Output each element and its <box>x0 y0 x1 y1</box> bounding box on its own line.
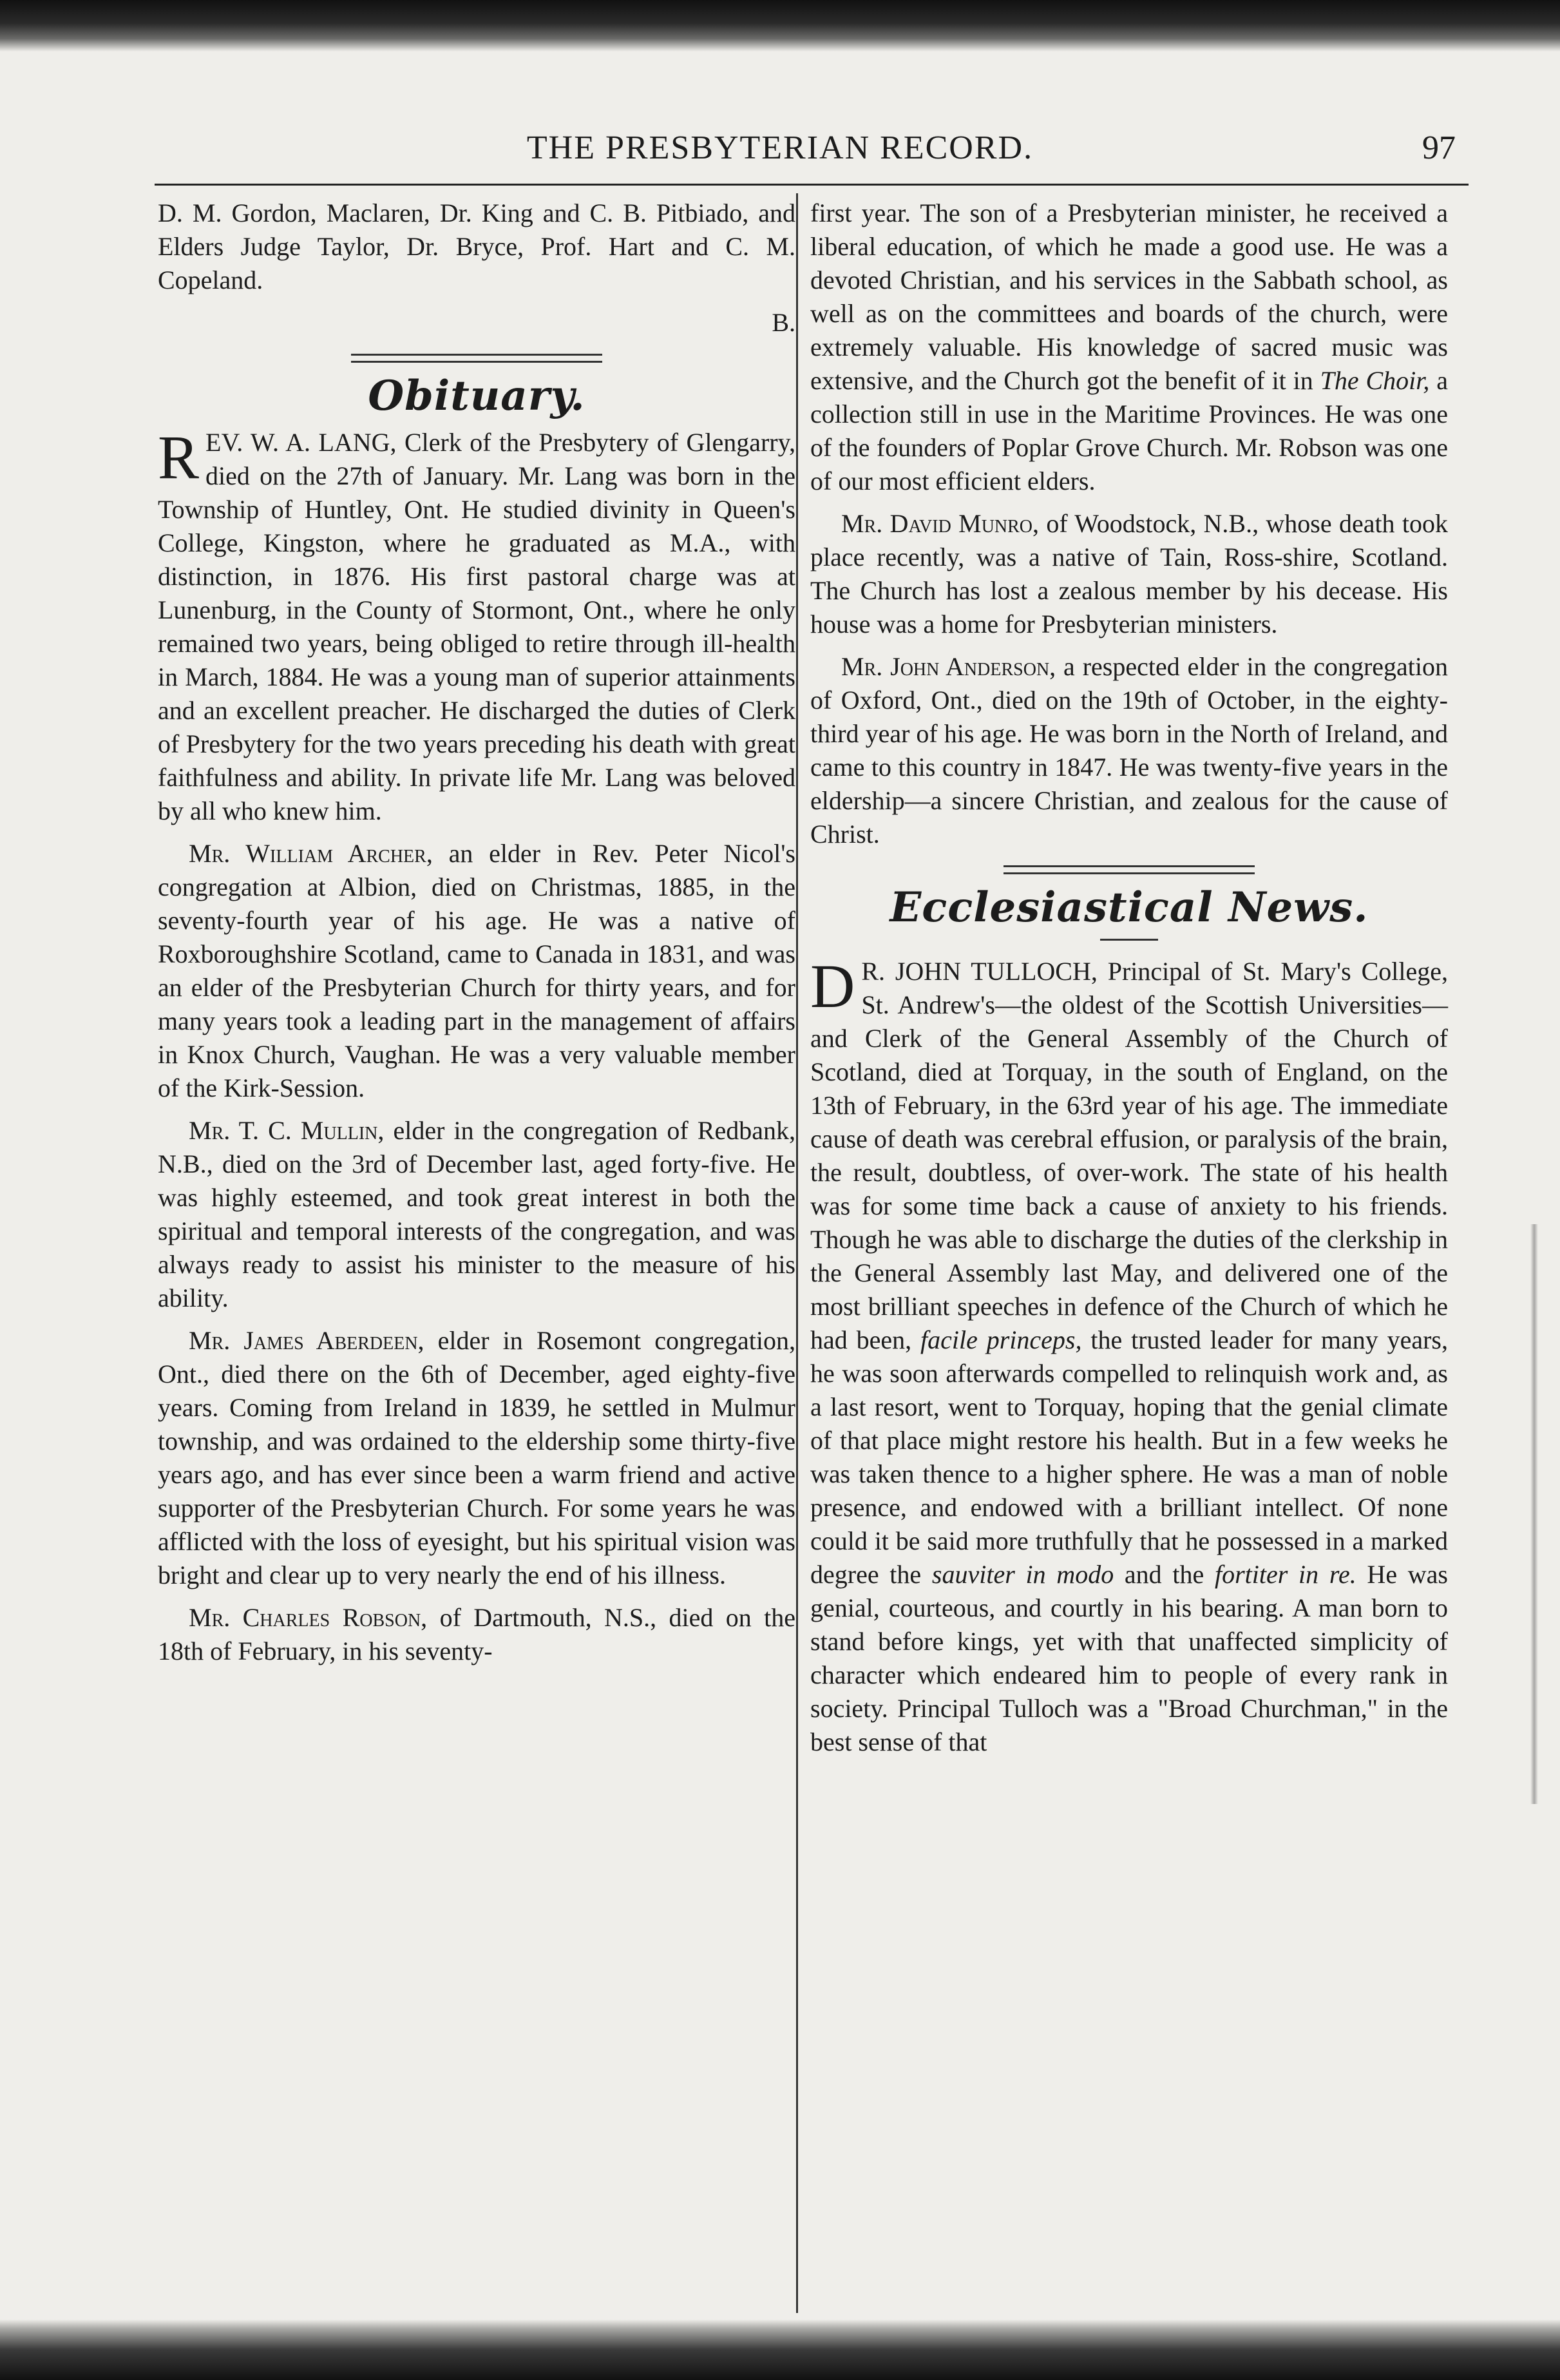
dropcap-d: D <box>810 952 855 1021</box>
intro-initials: B. <box>772 308 795 337</box>
scan-right-edge-mark <box>1530 1224 1538 1804</box>
anderson-text: a respected elder in the congregation of Oxford, Ont., died on the 19th of October, in the eighty-third year of his age. He was born in the North of Ireland, and came to this country in 1847. He was twenty-five years in the eldership—a sincere Christian, and zealous for the cause of Christ. <box>810 652 1449 849</box>
obituary-aberdeen <box>158 1324 795 1592</box>
obituary-munro <box>810 507 1448 641</box>
scan-top-edge <box>0 0 1560 52</box>
aberdeen-name: Mr. James Aberdeen, <box>189 1326 424 1355</box>
tulloch-text-2: the trusted leader for many years, he was soon afterwards compelled to relinquish work and, as a last resort, went to Torquay, hoping that the genial climate of that place might restore his health. But in a few weeks he was taken thence to a higher sphere. He was a man of noble presence, and endowed with a brilliant intellect. Of none could it be said more truthfully that he possessed in a marked degree the <box>810 1325 1448 1589</box>
tulloch-name: R. JOHN TULLOCH, <box>861 957 1098 986</box>
news-rule <box>1004 865 1255 874</box>
section-rule <box>351 354 602 363</box>
mullin-name: Mr. T. C. Mullin, <box>189 1116 385 1145</box>
dropcap-r: R <box>158 423 200 492</box>
obituary-robson <box>158 1601 795 1668</box>
news-tulloch <box>810 952 1449 1759</box>
munro-text: of Woodstock, N.B., whose death took place recently, was a native of Tain, Ross-shire, Scotland. The Church has lost a zealous member by his decease. His house was a home for Presbyterian ministers. <box>810 509 1448 638</box>
obituary-lang <box>158 423 796 828</box>
robson-name: Mr. Charles Robson, <box>189 1603 428 1632</box>
obituary-mullin <box>158 1114 795 1315</box>
facile-princeps: facile princeps, <box>920 1325 1082 1354</box>
scan-bottom-edge <box>0 2319 1560 2380</box>
obituary-archer <box>158 837 795 1105</box>
lang-name: EV. W. A. LANG, <box>205 428 397 457</box>
archer-name: Mr. William Archer, <box>189 839 433 868</box>
robson-cont-text: first year. The son of a Presbyterian minister, he received a liberal education, of which he made a good use. He was a devoted Christian, and his services in the Sabbath school, as well as on the committees and boards of the church, were extremely valuable. His knowledge of sacred music was extensive, and the Church got the benefit of it in <box>810 198 1448 395</box>
munro-name: Mr. David Munro, <box>841 509 1040 538</box>
fortiter-in-re: fortiter in re. <box>1214 1560 1356 1589</box>
intro-paragraph: D. M. Gordon, Maclaren, Dr. King and C. B. Pitbiado, and Elders Judge Taylor, Dr. Bryce, Prof. Hart and C. M. Copeland. <box>158 198 795 294</box>
left-column <box>158 197 795 1677</box>
anderson-name: Mr. John Anderson, <box>841 652 1056 681</box>
archer-text: an elder in Rev. Peter Nicol's congregation at Albion, died on Christmas, 1885, in the seventy-fourth year of his age. He was a native of Roxboroughshire Scotland, came to Canada in 1831, and was an elder of the Presbyterian Church for thirty years, and for many years took a leading part in the management of affairs in Knox Church, Vaughan. He was a very valuable member of the Kirk-Session. <box>158 839 795 1102</box>
tulloch-text-3: and the <box>1114 1560 1215 1589</box>
mullin-text: elder in the congregation of Redbank, N.B., died on the 3rd of December last, aged forty-five. He was highly esteemed, and took great interest in both the spiritual and temporal interests of the congregation, and was always ready to assist his minister to the measure of his ability. <box>158 1116 795 1312</box>
page-number: 97 <box>1422 130 1456 166</box>
robson-text: of Dartmouth, N.S., died on the 18th of February, in his seventy- <box>158 1603 795 1665</box>
robson-cont-text-2: a collection still in use in the Maritime Provinces. He was one of the founders of Poplar Grove Church. Mr. Robson was one of our most efficient elders. <box>810 366 1448 495</box>
tulloch-text-4: He was genial, courteous, and courtly in his bearing. A man born to stand before kings, yet with that unaffected simplicity of character which endeared him to people of every rank in society. Principal Tulloch was a "Broad Churchman," in the best sense of that <box>810 1560 1449 1756</box>
heading-underline <box>1100 939 1158 941</box>
the-choir-title: The Choir, <box>1320 366 1430 395</box>
running-header-title: THE PRESBYTERIAN RECORD. <box>526 130 1034 166</box>
lang-text: Clerk of the Presbytery of Glengarry, died on the 27th of January. Mr. Lang was born in the Township of Huntley, Ont. He studied divinity in Queen's College, Kingston, where he graduated as M.A., with distinction, in 1876. His first pastoral charge was at Lunenburg, in the County of Stormont, Ont., where he only remained two years, being obliged to retire through ill-health in March, 1884. He was a young man of superior attainments and an excellent preacher. He discharged the duties of Clerk of Presbytery for the two years preceding his death with great faithfulness and ability. In private life Mr. Lang was beloved by all who knew him. <box>158 428 796 825</box>
right-column <box>810 197 1448 1768</box>
obituary-anderson <box>810 650 1448 851</box>
aberdeen-text: elder in Rosemont congregation, Ont., died there on the 6th of December, aged eighty-five years. Coming from Ireland in 1839, he settled in Mulmur township, and was ordained to the eldership some thirty-five years ago, and has ever since been a warm friend and active supporter of the Presbyterian Church. For some years he was afflicted with the loss of eyesight, but his spiritual vision was bright and clear up to very nearly the end of his illness. <box>158 1326 795 1589</box>
tulloch-text-1: Principal of St. Mary's College, St. Andrew's—the oldest of the Scottish Universities—and Clerk of the General Assembly of the Church of Scotland, died at Torquay, in the south of England, on the 13th of February, in the 63rd year of his age. The immediate cause of death was cerebral effusion, or paralysis of the brain, the result, doubtless, of over-work. The state of his health was for some time back a cause of anxiety to his friends. Though he was able to discharge the duties of the clerkship in the General Assembly last May, and delivered one of the most brilliant speeches in defence of the Church of which he had been, <box>810 957 1449 1354</box>
suaviter-in-modo: sauviter in modo <box>931 1560 1114 1589</box>
column-divider <box>796 193 798 2313</box>
robson-continued <box>810 197 1448 498</box>
ecclesiastical-news-heading: Ecclesiastical News. <box>889 883 1369 932</box>
header-rule <box>155 184 1469 186</box>
obituary-heading: Obituary. <box>368 372 585 420</box>
